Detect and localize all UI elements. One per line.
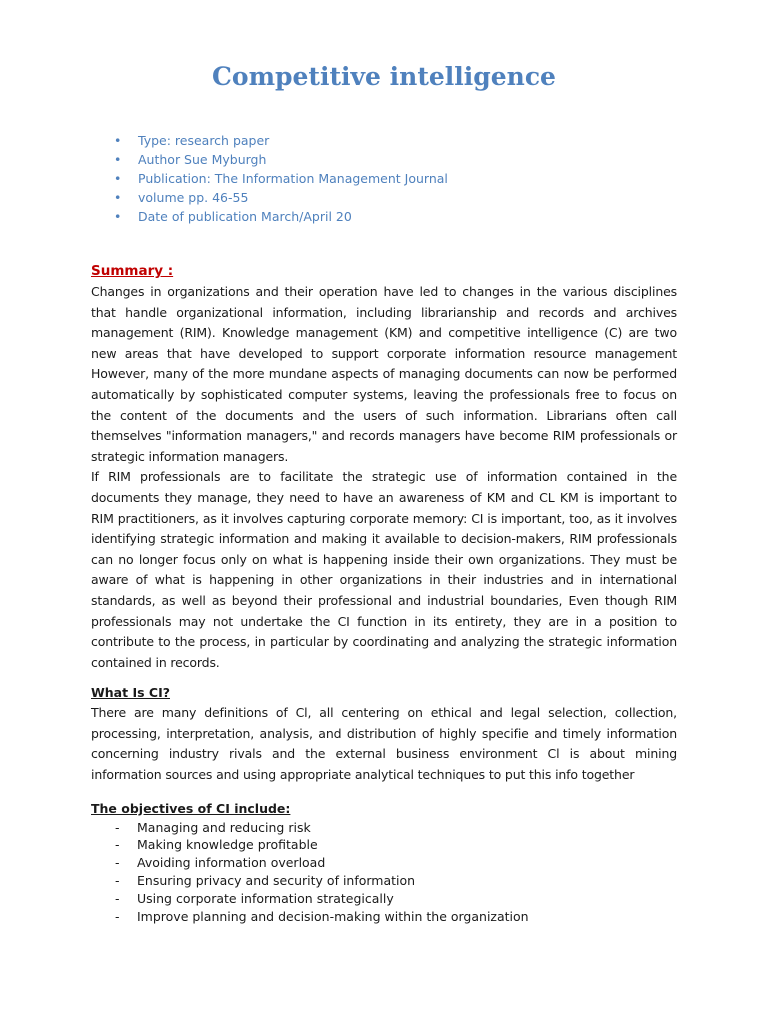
spacer (91, 786, 677, 799)
summary-paragraph-1: Changes in organizations and their operation have led to changes in the various disciplines that handle organizational information, including librarianship and records and archives management (RIM). Knowledge management (KM) and competitive intelligence (C) are two new areas that have developed to support corporate information resource management However, many of the more mundane aspects of managing documents can now be performed automatically by sophisticated computer systems, leaving the professionals free to focus on the content of the documents and the users of such information. Librarians often call themselves "information managers," and records managers have become RIM professionals or strategic information managers. (91, 284, 677, 464)
what-is-ci-heading: What Is CI? (91, 685, 170, 701)
metadata-text: Publication: The Information Management Journal (138, 171, 448, 186)
dash-icon: - (115, 837, 120, 853)
list-item-text: Ensuring privacy and security of information (137, 873, 416, 889)
bullet-icon: • (114, 152, 122, 167)
metadata-text: volume pp. 46-55 (138, 190, 249, 205)
bullet-icon: • (114, 190, 122, 205)
list-item-text: Improve planning and decision-making within the organization (137, 908, 529, 924)
metadata-item-type (114, 131, 448, 150)
dash-icon: - (115, 819, 120, 835)
metadata-text: Type: research paper (138, 133, 270, 148)
metadata-text: Date of publication March/April 20 (138, 209, 352, 224)
list-item (91, 836, 677, 854)
bullet-icon: • (114, 133, 122, 148)
objectives-heading: The objectives of CI include: (91, 800, 291, 816)
dash-icon: - (115, 890, 120, 906)
dash-icon: - (115, 908, 120, 924)
document-title: Competitive intelligence (212, 62, 556, 91)
list-item (91, 872, 677, 890)
list-item (91, 890, 677, 908)
dash-icon: - (115, 855, 120, 871)
metadata-text: Author Sue Myburgh (138, 152, 267, 167)
list-item-text: Making knowledge profitable (137, 837, 318, 853)
bullet-icon: • (114, 209, 122, 224)
list-item (91, 819, 677, 837)
objectives-list (91, 819, 677, 926)
list-item-text: Using corporate information strategically (137, 890, 394, 906)
bullet-icon: • (114, 171, 122, 186)
metadata-item-date (114, 207, 448, 226)
metadata-list (114, 131, 448, 226)
metadata-item-volume (114, 188, 448, 207)
metadata-item-author (114, 150, 448, 169)
spacer (91, 673, 677, 683)
list-item-text: Avoiding information overload (137, 855, 326, 871)
metadata-item-publication (114, 169, 448, 188)
list-item (91, 854, 677, 872)
summary-heading: Summary : (91, 263, 174, 279)
summary-paragraph-2: If RIM professionals are to facilitate the strategic use of information contained in the documents they manage, they need to have an awareness of KM and CL KM is important to RIM practitioners, as it involves capturing corporate memory: CI is important, too, as it involves identifying strategic information and making it available to decision-makers, RIM professionals can no longer focus only on what is happening inside their own organizations. They must be aware of what is happening in other organizations in their industries and in international standards, as well as beyond their professional and industrial boundaries, Even though RIM professionals may not undertake the CI function in its entirety, they are in a position to contribute to the process, in particular by coordinating and analyzing the strategic information contained in records. (91, 469, 677, 670)
document-body (91, 262, 677, 925)
list-item-text: Managing and reducing risk (137, 819, 311, 835)
list-item (91, 908, 677, 926)
dash-icon: - (115, 873, 120, 889)
what-is-ci-paragraph: There are many definitions of Cl, all centering on ethical and legal selection, collection, processing, interpretation, analysis, and distribution of highly specifie and timely information concerning industry rivals and the external business environment Cl is about mining information sources and using appropriate analytical techniques to put this info together (91, 705, 677, 783)
